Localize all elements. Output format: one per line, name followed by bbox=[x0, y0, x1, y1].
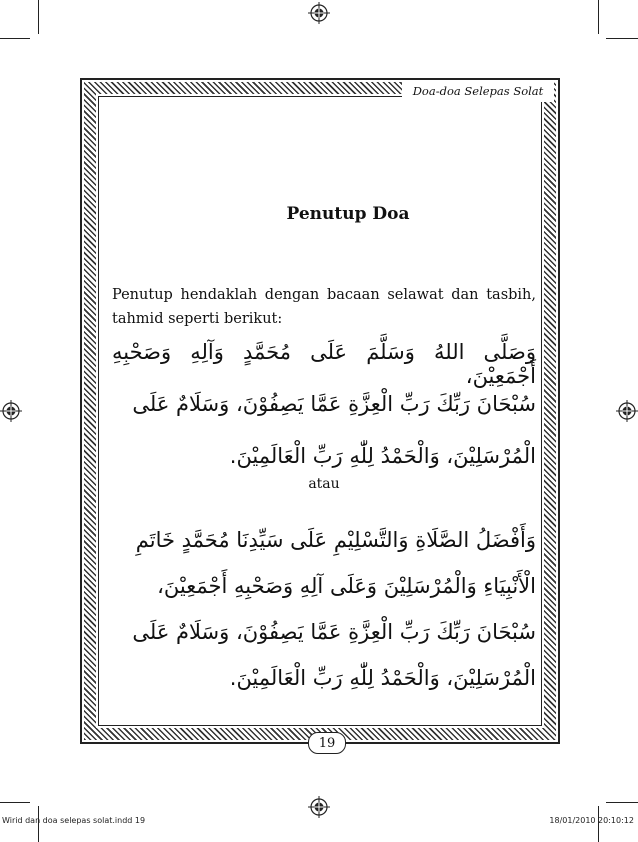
crop-mark bbox=[0, 38, 30, 39]
registration-mark-icon bbox=[308, 796, 330, 818]
intro-paragraph: Penutup hendaklah dengan bacaan selawat dan tasbih, tahmid seperti berikut: bbox=[112, 287, 536, 327]
registration-mark-icon bbox=[308, 2, 330, 24]
page-number: 19 bbox=[308, 732, 346, 754]
crop-mark bbox=[606, 802, 638, 803]
arabic-line: وَأَفْضَلُ الصَّلَاةِ وَالتَّسْلِيْمِ عَلَى سَيِّدِنَا مُحَمَّدٍ خَاتَمِ bbox=[135, 528, 536, 552]
section-title: Penutup Doa bbox=[286, 204, 410, 224]
arabic-line: وَصَلَّى اللهُ وَسَلَّمَ عَلَى مُحَمَّدٍ وَآلِهِ وَصَحْبِهِ أَجْمَعِيْنَ، bbox=[112, 340, 536, 388]
arabic-line: الْأَنْبِيَاءِ وَالْمُرْسَلِيْنَ وَعَلَى آلِهِ وَصَحْبِهِ أَجْمَعِيْنَ، bbox=[157, 574, 536, 598]
arabic-line: سُبْحَانَ رَبِّكَ رَبِّ الْعِزَّةِ عَمَّا يَصِفُوْنَ، وَسَلَامٌ عَلَى bbox=[132, 620, 536, 644]
separator-text: atau bbox=[308, 476, 340, 492]
crop-mark bbox=[598, 0, 599, 34]
slug-filename: Wirid dan doa selepas solat.indd 19 bbox=[2, 816, 146, 825]
crop-mark bbox=[0, 802, 30, 803]
registration-mark-icon bbox=[0, 400, 22, 422]
arabic-line: سُبْحَانَ رَبِّكَ رَبِّ الْعِزَّةِ عَمَّا يَصِفُوْنَ، وَسَلَامٌ عَلَى bbox=[132, 392, 536, 416]
slug-timestamp: 18/01/2010 20:10:12 bbox=[549, 816, 634, 825]
registration-mark-icon bbox=[616, 400, 638, 422]
crop-mark bbox=[38, 0, 39, 34]
crop-mark bbox=[606, 38, 638, 39]
arabic-line: الْمُرْسَلِيْنَ، وَالْحَمْدُ لِلّٰهِ رَبِّ الْعَالَمِيْنَ. bbox=[229, 666, 536, 690]
running-header: Doa-doa Selepas Solat bbox=[402, 80, 554, 102]
arabic-line: الْمُرْسَلِيْنَ، وَالْحَمْدُ لِلّٰهِ رَبِّ الْعَالَمِيْنَ. bbox=[229, 444, 536, 468]
